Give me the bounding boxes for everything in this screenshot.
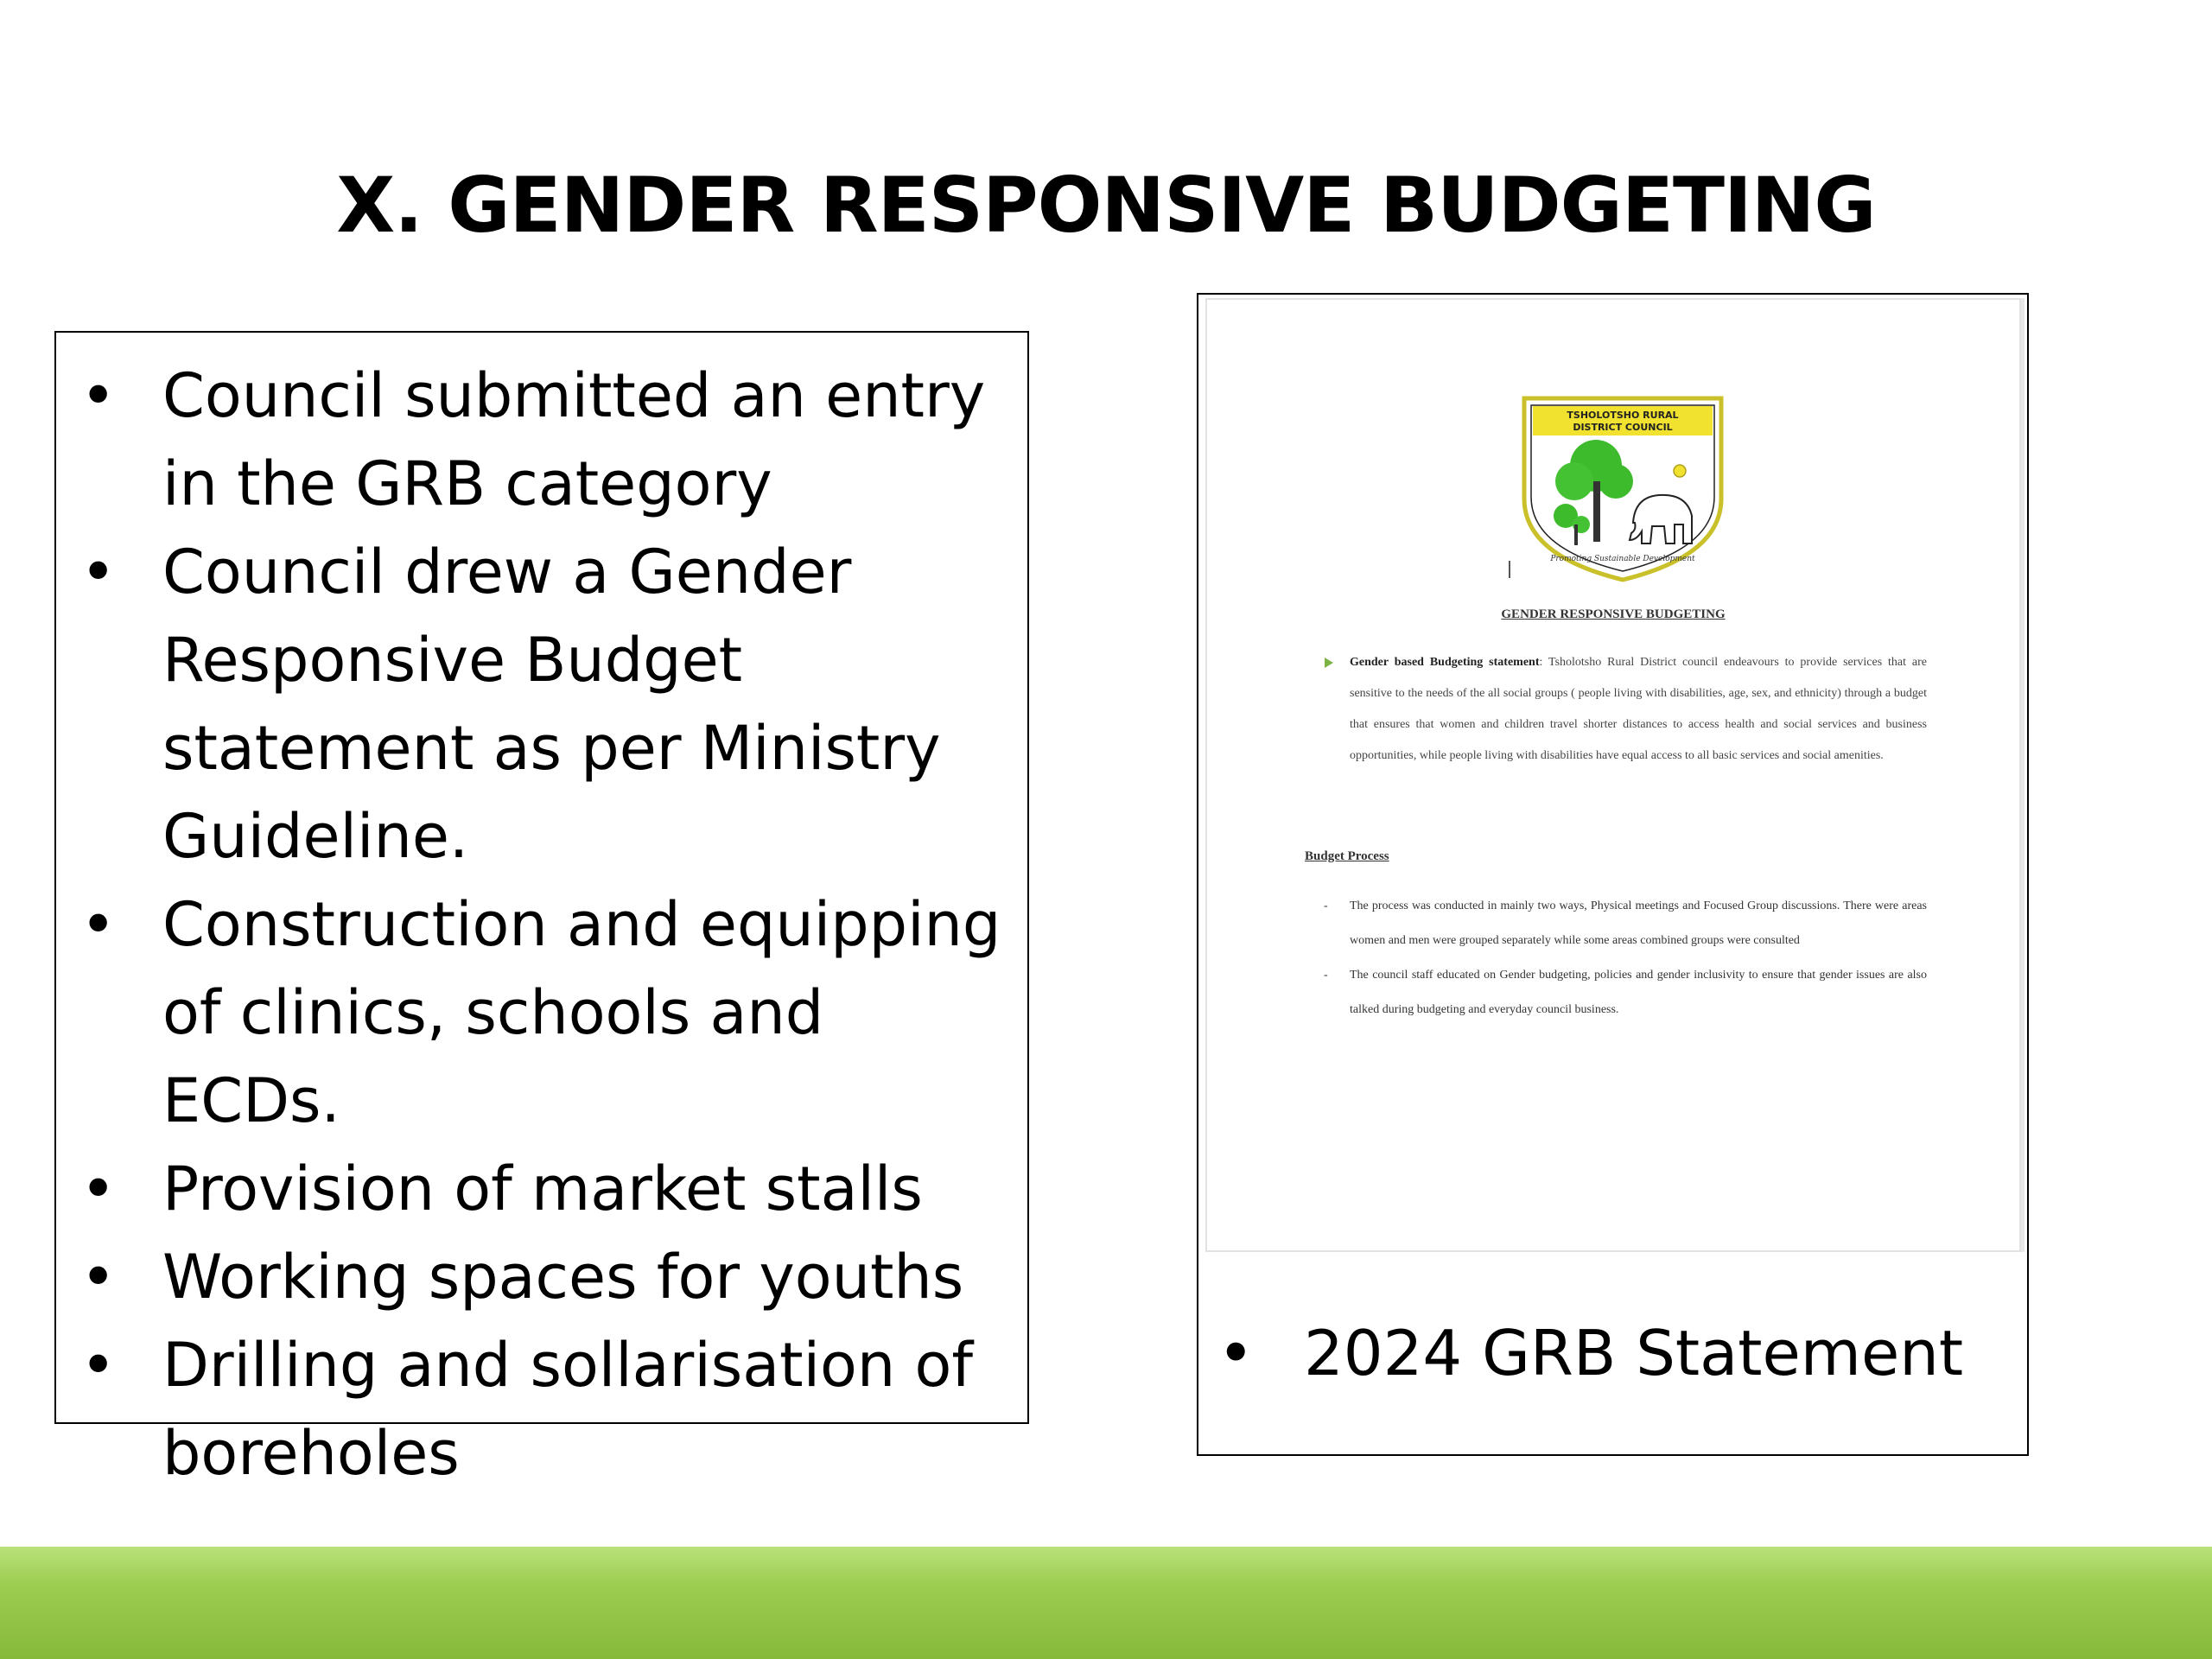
seal-text-line: DISTRICT COUNCIL <box>1573 422 1673 433</box>
dash-icon: - <box>1324 899 1328 912</box>
bullet-icon: • <box>80 537 117 607</box>
bullet-text-box <box>54 331 1029 1489</box>
bullet-text: Construction and equipping of clinics, schools and ECDs. <box>162 889 1001 1136</box>
process-list <box>1324 889 1927 1027</box>
document-page-image <box>1205 298 2021 1252</box>
document-caption <box>1217 1310 1963 1396</box>
bullet-icon: • <box>80 1154 117 1224</box>
bullet-icon: • <box>80 360 117 431</box>
list-item <box>1324 889 1927 958</box>
process-text: The council staff educated on Gender budgeting, policies and gender inclusivity to ensure that gender issues are also talked during budgeting and everyday council business. <box>1350 969 1927 1016</box>
slide-title: X. GENDER RESPONSIVE BUDGETING <box>336 161 1876 250</box>
list-item <box>56 1145 1027 1233</box>
seal-motto: Promoting Sustainable Development <box>1550 555 1695 563</box>
list-item <box>56 880 1027 1145</box>
bullet-icon: • <box>80 1330 117 1401</box>
footer-bar <box>0 1547 2212 1659</box>
process-text: The process was conducted in mainly two ways, Physical meetings and Focused Group discussions. There were areas women and men were grouped separately while some areas combined groups were consulted <box>1350 899 1927 947</box>
document-statement <box>1350 647 1927 772</box>
bullet-text: Drilling and sollarisation of boreholes <box>162 1330 973 1489</box>
bullet-icon: • <box>80 889 117 960</box>
list-item <box>56 528 1027 880</box>
bullet-text: Working spaces for youths <box>162 1242 964 1313</box>
document-subheading: Budget Process <box>1305 849 1389 863</box>
bullet-list <box>56 333 1027 1497</box>
bullet-text: Council submitted an entry in the GRB category <box>162 360 986 519</box>
text-cursor <box>1509 561 1510 578</box>
statement-lead: Gender based Budgeting statement <box>1350 656 1540 669</box>
seal-text-line: TSHOLOTSHO RURAL <box>1567 410 1679 421</box>
list-item <box>56 352 1027 528</box>
bullet-text: Provision of market stalls <box>162 1154 923 1224</box>
bullet-icon: • <box>1217 1317 1255 1389</box>
document-preview-box <box>1197 293 2029 1456</box>
dash-icon: - <box>1324 969 1328 982</box>
list-item <box>1324 958 1927 1027</box>
caption-text: 2024 GRB Statement <box>1304 1317 1964 1389</box>
bullet-text: Council drew a Gender Responsive Budget statement as per Ministry Guideline. <box>162 537 941 872</box>
bullet-icon: • <box>80 1242 117 1313</box>
council-seal-logo <box>1514 395 1732 583</box>
list-item <box>56 1321 1027 1497</box>
document-heading: GENDER RESPONSIVE BUDGETING <box>1501 607 1726 621</box>
list-item <box>56 1233 1027 1321</box>
arrow-bullet-icon <box>1325 658 1333 668</box>
statement-body: : Tsholotsho Rural District council endeavours to provide services that are sensitive to the needs of the all social groups ( people living with disabilities, age, sex, and ethnicity) through a budget that ensures that women and children travel shorter distances to access health and social services and business opportunities, while people living with disabilities have equal access to all basic services and social amenities. <box>1350 656 1927 762</box>
